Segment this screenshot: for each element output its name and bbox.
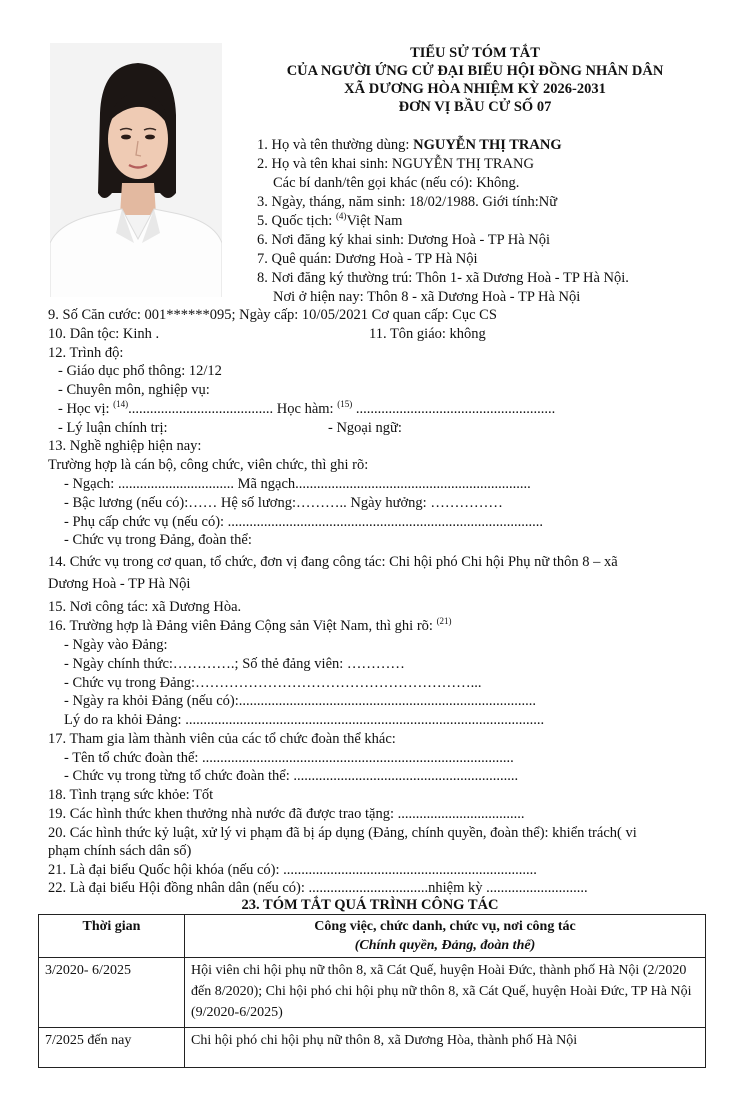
common-name-line: [257, 136, 562, 154]
current-position-cont: Dương Hoà - TP Hà Nội: [48, 576, 191, 592]
party-leave-reason: Lý do ra khỏi Đảng: ...................................................................................................: [64, 712, 545, 728]
footnote-ref: (21): [436, 616, 452, 627]
ethnicity-line: 10. Dân tộc: Kinh .: [48, 326, 160, 342]
work-column-header: [185, 915, 706, 958]
doc-term: XÃ DƯƠNG HÒA NHIỆM KỲ 2026-2031: [344, 81, 606, 97]
workplace-line: 15. Nơi công tác: xã Dương Hòa.: [48, 599, 242, 615]
current-residence-line: Nơi ở hiện nay: Thôn 8 - xã Dương Hoà - TP Hà Nội: [273, 289, 581, 305]
birthdate-line: 3. Ngày, tháng, năm sinh: 18/02/1988. Giới tính:Nữ: [257, 194, 558, 210]
birth-name-line: 2. Họ và tên khai sinh: NGUYỄN THỊ TRANG: [257, 156, 534, 172]
civil-servant-note: Trường hợp là cán bộ, công chức, viên chức, thì ghi rõ:: [48, 457, 369, 473]
doc-subtitle: CỦA NGƯỜI ỨNG CỬ ĐẠI BIỂU HỘI ĐỒNG NHÂN DÂN: [286, 63, 664, 79]
time-column-header: Thời gian: [39, 915, 185, 958]
career-table: [38, 914, 706, 1068]
portrait-image: [50, 43, 222, 297]
portrait-photo: [50, 43, 222, 297]
nationality-value: Việt Nam: [346, 213, 403, 229]
organizations-heading: 17. Tham gia làm thành viên của các tổ chức đoàn thể khác:: [48, 731, 396, 747]
doc-unit: ĐƠN VỊ BẦU CỬ SỐ 07: [398, 99, 552, 115]
alias-line: Các bí danh/tên gọi khác (nếu có): Không.: [273, 175, 520, 191]
degree-end: .......................................................: [352, 401, 556, 417]
work-cell: Chi hội phó chi hội phụ nữ thôn 8, xã Dương Hòa, thành phố Hà Nội: [185, 1028, 706, 1068]
awards-line: 19. Các hình thức khen thưởng nhà nước đã được trao tặng: ...................................: [48, 806, 525, 822]
common-name-value: NGUYỄN THỊ TRANG: [413, 137, 562, 153]
general-education-line: - Giáo dục phổ thông: 12/12: [58, 363, 222, 379]
party-leave-line: - Ngày ra khỏi Đảng (nếu có):..................................................................................: [64, 693, 536, 709]
footnote-ref: (14): [113, 399, 129, 410]
health-line: 18. Tình trạng sức khỏe: Tốt: [48, 787, 214, 803]
specialization-line: - Chuyên môn, nghiệp vụ:: [58, 382, 210, 398]
organization-role-line: - Chức vụ trong từng tổ chức đoàn thể: ..............................................................: [64, 768, 519, 784]
footnote-ref: (15): [337, 399, 353, 410]
rank-line: - Ngạch: ................................ Mã ngạch.................................................................: [64, 476, 531, 492]
allowance-line: - Phụ cấp chức vụ (nếu có): .......................................................................................: [64, 514, 544, 530]
footnote-ref: (4): [335, 211, 347, 222]
council-delegate-line: 22. Là đại biểu Hội đồng nhân dân (nếu có): .................................nhiệm kỳ ............................: [48, 880, 588, 896]
party-member-label: 16. Trường hợp là Đảng viên Đảng Cộng sản Việt Nam, thì ghi rõ:: [48, 618, 437, 634]
common-name-label: 1. Họ và tên thường dùng:: [257, 137, 414, 153]
career-title: 23. TÓM TẮT QUÁ TRÌNH CÔNG TÁC: [241, 897, 499, 913]
party-join-line: - Ngày vào Đảng:: [64, 637, 168, 653]
table-row: [39, 1028, 706, 1068]
party-role-line: - Chức vụ trong Đảng:…………………………………………………...: [64, 675, 482, 691]
nationality-label: 5. Quốc tịch:: [257, 213, 336, 229]
occupation-heading: 13. Nghề nghiệp hiện nay:: [48, 438, 202, 454]
permanent-residence-line: 8. Nơi đăng ký thường trú: Thôn 1- xã Dương Hoà - TP Hà Nội.: [257, 270, 629, 286]
party-official-line: - Ngày chính thức:………….; Số thẻ đảng viên: …………: [64, 656, 405, 672]
nationality-line: [257, 212, 402, 230]
discipline-line-cont: phạm chính sách dân số): [48, 843, 192, 859]
organization-name-line: - Tên tổ chức đoàn thể: ......................................................................................: [64, 750, 514, 766]
work-column-title: Công việc, chức danh, chức vụ, nơi công tác: [314, 919, 576, 934]
degree-line: [58, 400, 555, 418]
foreign-language-line: - Ngoại ngữ:: [328, 420, 402, 436]
birth-registration-line: 6. Nơi đăng ký khai sinh: Dương Hoà - TP Hà Nội: [257, 232, 551, 248]
work-cell: Hội viên chi hội phụ nữ thôn 8, xã Cát Quế, huyện Hoài Đức, thành phố Hà Nội (2/2020 đến 8/2020); Chi hội phó chi hội phụ nữ thôn 8, xã Cát Quế, huyện Hoài Đức, TP Hà Nội (9/2020-6/2025): [185, 958, 706, 1028]
work-column-subtitle: (Chính quyền, Đảng, đoàn thể): [354, 938, 536, 953]
party-member-heading: [48, 617, 452, 635]
salary-line: - Bậc lương (nếu có):…… Hệ số lương:……….. Ngày hưởng: ……………: [64, 495, 503, 511]
time-cell: 7/2025 đến nay: [39, 1028, 185, 1068]
party-position-line: - Chức vụ trong Đảng, đoàn thể:: [64, 532, 252, 548]
career-header-row: [39, 915, 706, 958]
time-cell: 3/2020- 6/2025: [39, 958, 185, 1028]
degree-mid: ........................................ Học hàm:: [128, 401, 338, 417]
current-position-line: 14. Chức vụ trong cơ quan, tổ chức, đơn vị đang công tác: Chi hội phó Chi hội Phụ nữ thôn 8 – xã: [48, 554, 618, 570]
id-card-line: 9. Số Căn cước: 001******095; Ngày cấp: 10/05/2021 Cơ quan cấp: Cục CS: [48, 307, 497, 323]
degree-label: - Học vị:: [58, 401, 114, 417]
hometown-line: 7. Quê quán: Dương Hoà - TP Hà Nội: [257, 251, 478, 267]
education-heading: 12. Trình độ:: [48, 345, 124, 361]
table-row: [39, 958, 706, 1028]
national-assembly-line: 21. Là đại biểu Quốc hội khóa (nếu có): ......................................................................: [48, 862, 537, 878]
discipline-line: 20. Các hình thức kỷ luật, xử lý vi phạm đã bị áp dụng (Đảng, chính quyền, đoàn thể): khiển trách( vi: [48, 825, 637, 841]
doc-title: TIỂU SỬ TÓM TẮT: [410, 45, 540, 61]
religion-line: 11. Tôn giáo: không: [369, 326, 486, 342]
political-theory-line: - Lý luận chính trị:: [58, 420, 168, 436]
